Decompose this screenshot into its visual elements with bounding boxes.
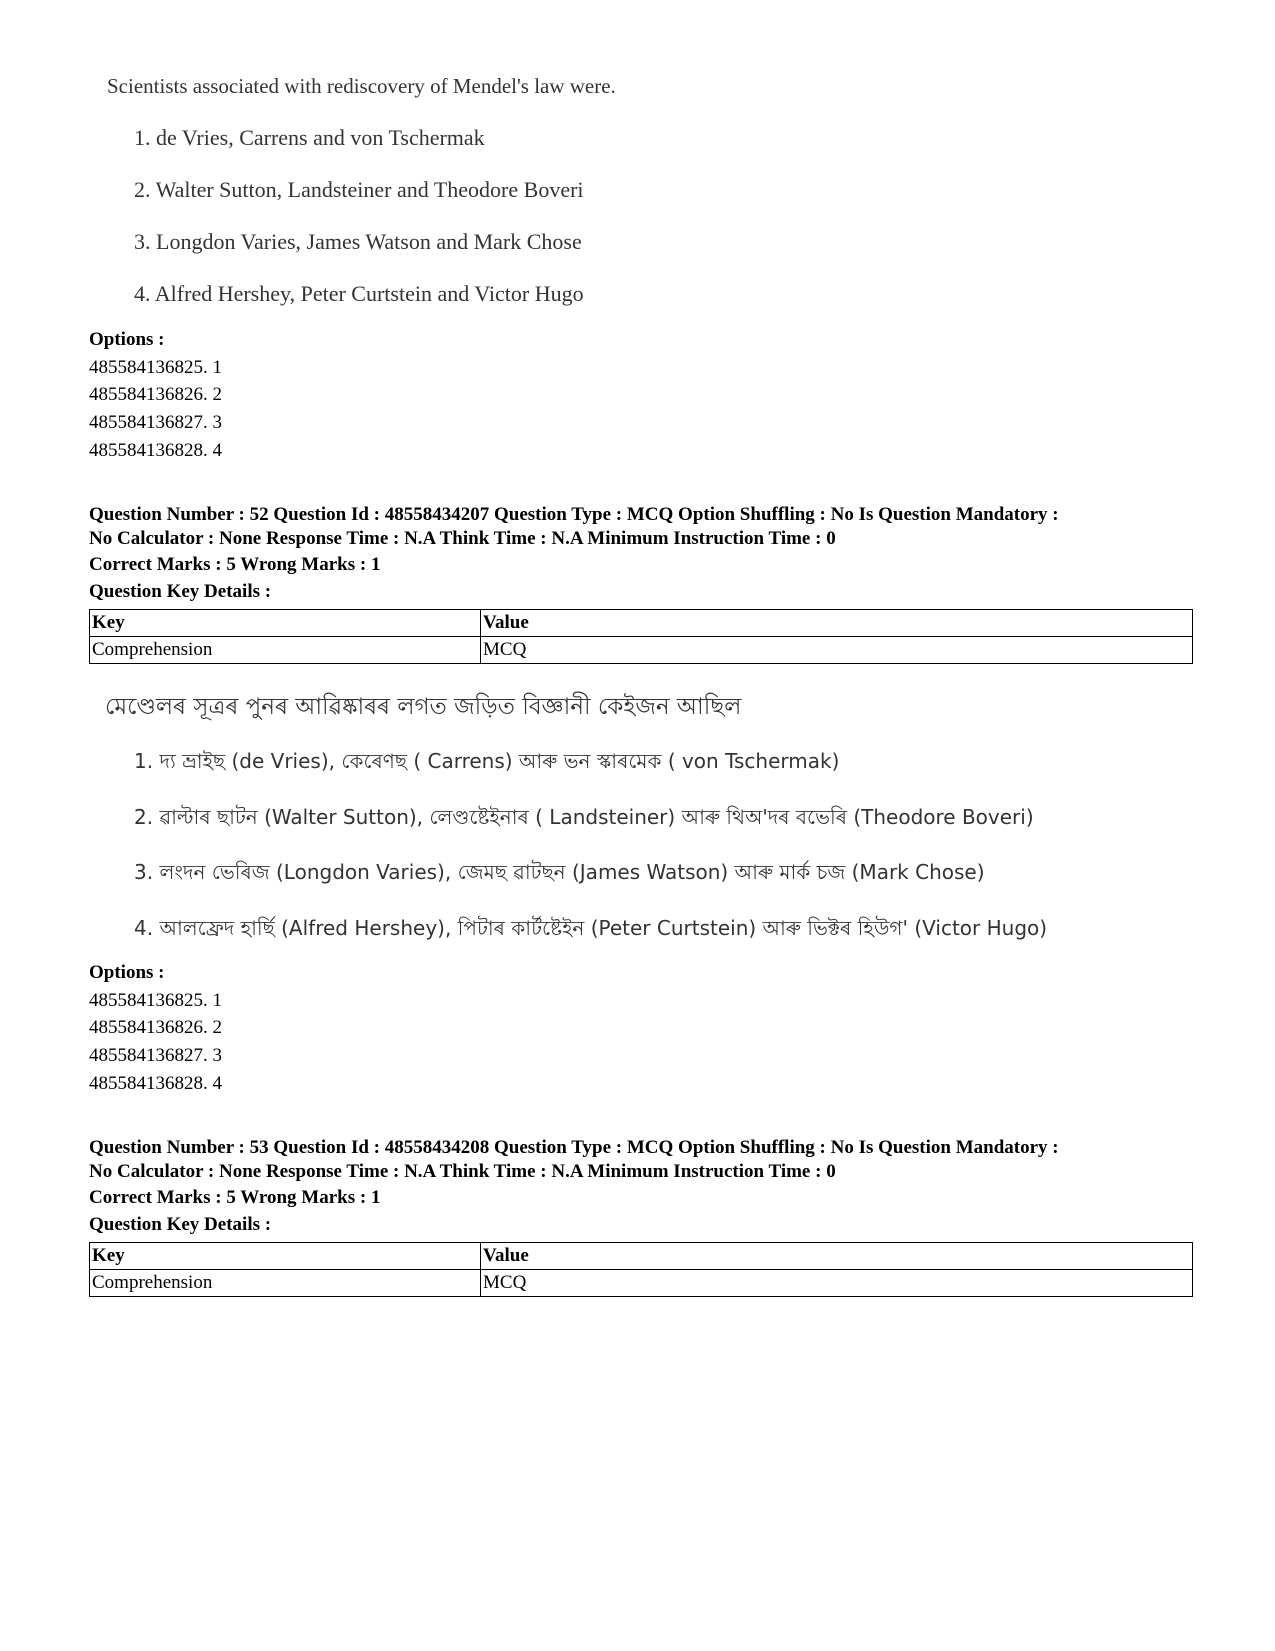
answer-choice-2: 2. Walter Sutton, Landsteiner and Theodore Boveri bbox=[134, 177, 584, 202]
question-stem: Scientists associated with rediscovery of Mendel's law were. bbox=[107, 74, 616, 98]
answer-choice-4: 4. Alfred Hershey, Peter Curtstein and Victor Hugo bbox=[134, 281, 584, 306]
table-header-row bbox=[90, 1243, 1193, 1270]
option-id-1: 485584136825. 1 bbox=[89, 990, 222, 1011]
question-meta bbox=[89, 1136, 1059, 1184]
option-id-2: 485584136826. 2 bbox=[89, 384, 222, 405]
table-cell-value: MCQ bbox=[481, 637, 1193, 664]
table-row bbox=[90, 1270, 1193, 1297]
options-label: Options : bbox=[89, 962, 165, 983]
table-header-value: Value bbox=[481, 610, 1193, 637]
question-meta-line-2: No Calculator : None Response Time : N.A Think Time : N.A Minimum Instruction Time : 0 bbox=[89, 1161, 836, 1182]
question-meta-line-2: No Calculator : None Response Time : N.A Think Time : N.A Minimum Instruction Time : 0 bbox=[89, 528, 836, 549]
option-id-1: 485584136825. 1 bbox=[89, 357, 222, 378]
answer-choice-1: 1. দ্য ভ্ৰাইছ (de Vries), কেৰেণছ ( Carrens) আৰু ভন স্কাৰমেক ( von Tschermak) bbox=[134, 749, 840, 773]
question-key-table bbox=[89, 609, 1193, 664]
table-header-key: Key bbox=[90, 1243, 481, 1270]
option-id-2: 485584136826. 2 bbox=[89, 1017, 222, 1038]
table-cell-value: MCQ bbox=[481, 1270, 1193, 1297]
table-header-key: Key bbox=[90, 610, 481, 637]
option-id-4: 485584136828. 4 bbox=[89, 440, 222, 461]
options-label: Options : bbox=[89, 329, 165, 350]
answer-choice-3: 3. Longdon Varies, James Watson and Mark Chose bbox=[134, 229, 582, 254]
table-header-row bbox=[90, 610, 1193, 637]
answer-choice-4: 4. আলফ্ৰেদ হাৰ্ছি (Alfred Hershey), পিটাৰ কাৰ্টষ্টেইন (Peter Curtstein) আৰু ভিক্টৰ হিউগ' (Victor Hugo) bbox=[134, 916, 1048, 940]
table-row bbox=[90, 637, 1193, 664]
question-key-table bbox=[89, 1242, 1193, 1297]
question-meta-line-1: Question Number : 52 Question Id : 48558434207 Question Type : MCQ Option Shuffling : No Is Question Mandatory : bbox=[89, 504, 1059, 525]
answer-choice-2: 2. ৱাল্টাৰ ছাটন (Walter Sutton), লেণ্ডষ্টেইনাৰ ( Landsteiner) আৰু থিঅ'দৰ বভেৰি (Theodore Boveri) bbox=[134, 805, 1034, 829]
option-id-4: 485584136828. 4 bbox=[89, 1073, 222, 1094]
question-meta-line-1: Question Number : 53 Question Id : 48558434208 Question Type : MCQ Option Shuffling : No Is Question Mandatory : bbox=[89, 1137, 1059, 1158]
option-id-3: 485584136827. 3 bbox=[89, 412, 222, 433]
marks-info: Correct Marks : 5 Wrong Marks : 1 bbox=[89, 554, 381, 575]
question-stem-assamese: মেণ্ডেলৰ সূত্ৰৰ পুনৰ আৱিষ্কাৰৰ লগত জড়িত বিজ্ঞানী কেইজন আছিল bbox=[105, 694, 742, 720]
answer-choice-3: 3. লংদন ভেৰিজ (Longdon Varies), জেমছ ৱাটছন (James Watson) আৰু মাৰ্ক চজ (Mark Chose) bbox=[134, 860, 985, 884]
question-key-details-label: Question Key Details : bbox=[89, 1214, 272, 1235]
option-id-3: 485584136827. 3 bbox=[89, 1045, 222, 1066]
table-cell-key: Comprehension bbox=[90, 637, 481, 664]
marks-info: Correct Marks : 5 Wrong Marks : 1 bbox=[89, 1187, 381, 1208]
question-meta bbox=[89, 503, 1059, 551]
question-key-details-label: Question Key Details : bbox=[89, 581, 272, 602]
table-header-value: Value bbox=[481, 1243, 1193, 1270]
table-cell-key: Comprehension bbox=[90, 1270, 481, 1297]
answer-choice-1: 1. de Vries, Carrens and von Tschermak bbox=[134, 125, 485, 150]
